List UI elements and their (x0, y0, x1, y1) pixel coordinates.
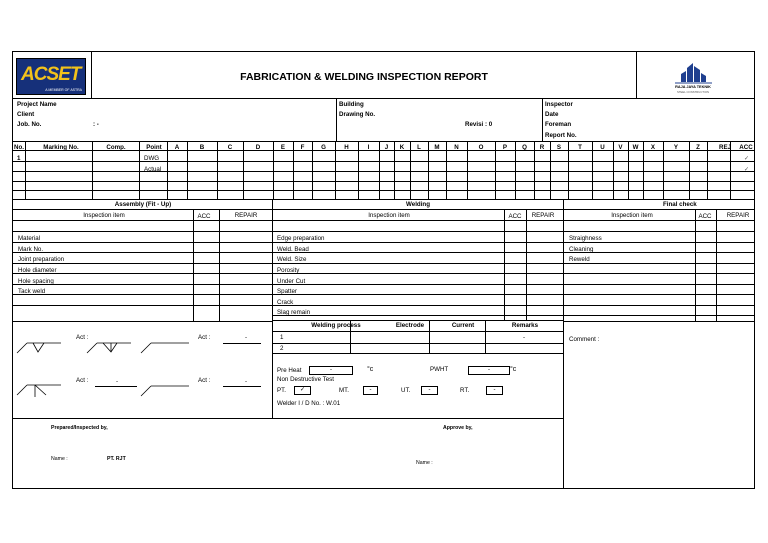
weld-symbol-icon (87, 341, 132, 355)
point-letter-s: S (556, 144, 562, 151)
prepared-name-label: Name : (51, 456, 68, 462)
welding-item: Spatter (277, 288, 297, 295)
point-letter-g: G (321, 144, 326, 151)
point-letter-r: R (539, 144, 545, 151)
point-letter-l: L (417, 144, 421, 151)
assembly-item: Hole spacing (18, 278, 54, 285)
inspector-label: Inspector (545, 101, 573, 108)
electrode-header: Electrode (395, 322, 425, 329)
point-letter-z: Z (696, 144, 700, 151)
comment-label: Comment : (569, 336, 600, 343)
point-letter-o: O (478, 144, 484, 151)
acset-logo-text: ACSET (21, 64, 81, 85)
weld-symbol-icon (17, 341, 62, 355)
final-check-section-title: Final check (663, 201, 697, 208)
rjt-logo-text: RAJA JAYA TEKNIK (675, 85, 711, 89)
acset-logo-subtext: A MEMBER OF ASTRA (45, 88, 82, 92)
actual-label: Actual (144, 166, 162, 173)
pre-heat-unit: °c (367, 366, 374, 373)
actual-value-4: - (245, 378, 248, 385)
assembly-item: Tack weld (18, 288, 46, 295)
client-label: Client (17, 111, 35, 118)
prepared-by-label: Prepared/Inspected by, (51, 425, 108, 431)
ndt-label: Non Destructive Test (277, 376, 334, 383)
assembly-inspection-item-header: Inspection item (83, 212, 125, 219)
welding-item: Porosity (277, 267, 300, 274)
welding-repair-header: REPAIR (531, 212, 555, 219)
rt-value-box[interactable]: - (486, 386, 503, 395)
assembly-acc-header: ACC (197, 213, 211, 220)
point-letter-v: V (618, 144, 623, 151)
check-mark-icon: ✓ (744, 166, 750, 173)
dwg-label: DWG (144, 155, 160, 162)
weld-symbol-icon (141, 341, 191, 355)
assembly-item: Material (18, 235, 41, 242)
welding-process-row-number: 2 (280, 345, 284, 352)
point-letter-i: I (367, 144, 370, 151)
welder-id-label: Welder I / D No. : W.01 (277, 400, 341, 407)
welding-item: Slag remain (277, 309, 311, 316)
welding-item: Weld. Size (277, 256, 307, 263)
point-letter-f: F (300, 144, 305, 151)
point-letter-a: A (174, 144, 180, 151)
point-letter-h: H (344, 144, 349, 151)
current-header: Current (451, 322, 475, 329)
welding-section-title: Welding (406, 201, 430, 208)
job-no-value: : - (93, 121, 99, 128)
assembly-repair-header: REPAIR (234, 212, 258, 219)
drawing-no-label: Drawing No. (339, 111, 376, 118)
point-letter-c: C (227, 144, 233, 151)
point-letter-q: Q (522, 144, 527, 151)
actual-label-3: Act : (76, 377, 89, 384)
final-check-item: Reweld (569, 256, 590, 263)
final-acc-header: ACC (698, 213, 712, 220)
remarks-value: - (523, 334, 526, 341)
ut-value-box[interactable]: - (421, 386, 438, 395)
acset-logo (16, 58, 86, 95)
mt-label: MT. (339, 387, 349, 394)
pwht-value-box[interactable]: - (468, 366, 510, 375)
welding-process-header: Welding process (311, 322, 361, 329)
point-letter-e: E (280, 144, 286, 151)
assembly-section-title: Assembly (Fit - Up) (114, 201, 172, 208)
approve-by-label: Approve by, (443, 425, 473, 431)
project-name-label: Project Name (17, 101, 57, 108)
point-letter-u: U (600, 144, 605, 151)
point-letter-x: X (650, 144, 656, 151)
pt-label: PT. (277, 387, 286, 394)
pwht-label: PWHT (430, 366, 449, 373)
col-header-comp: Comp. (106, 144, 126, 151)
col-header-marking-no: Marking No. (43, 144, 79, 151)
point-letter-t: T (578, 144, 582, 151)
welding-acc-header: ACC (508, 213, 522, 220)
approve-name-label: Name : (416, 460, 433, 466)
building-label: Building (339, 101, 364, 108)
revisi-label: Revisi : 0 (465, 121, 493, 128)
point-letter-k: K (399, 144, 405, 151)
point-letter-j: J (384, 144, 389, 151)
fillet-weld-symbol-icon (17, 383, 62, 399)
actual-label-4: Act : (198, 377, 211, 384)
welding-item: Edge preparation (277, 235, 325, 242)
mt-value-box[interactable]: - (363, 386, 378, 395)
job-no-label: Job. No. (17, 121, 42, 128)
report-title: FABRICATION & WELDING INSPECTION REPORT (240, 71, 488, 83)
ut-label: UT. (401, 387, 411, 394)
point-letter-w: W (632, 144, 639, 151)
report-no-label: Report No. (545, 132, 577, 139)
final-inspection-item-header: Inspection item (611, 212, 653, 219)
actual-label-2: Act : (198, 334, 211, 341)
welding-item: Crack (277, 299, 294, 306)
rjt-logo-subtext: STEEL CONSTRUCTION (676, 90, 710, 94)
foreman-label: Foreman (545, 121, 572, 128)
welding-inspection-item-header: Inspection item (368, 212, 410, 219)
actual-label-1: Act : (76, 334, 89, 341)
building-logo-icon (673, 62, 713, 84)
assembly-item: Hole diameter (18, 267, 57, 274)
point-letter-m: M (434, 144, 440, 151)
assembly-item: Mark No. (18, 246, 44, 253)
date-label: Date (545, 111, 559, 118)
weld-symbol-icon (141, 384, 191, 398)
point-letter-d: D (255, 144, 261, 151)
col-header-point: Point (146, 144, 162, 151)
remarks-header: Remarks (511, 322, 539, 329)
final-repair-header: REPAIR (726, 212, 750, 219)
point-letter-y: Y (673, 144, 679, 151)
col-header-acc: ACC (739, 144, 753, 151)
pwht-unit: °c (510, 366, 517, 373)
prepared-name-value: PT. RJT (107, 456, 126, 462)
inspection-form (12, 51, 755, 489)
final-check-item: Straighness (569, 235, 602, 242)
point-letter-n: N (454, 144, 459, 151)
rt-label: RT. (460, 387, 470, 394)
assembly-item: Joint preparation (18, 256, 65, 263)
pre-heat-value-box[interactable]: - (309, 366, 353, 375)
row-1-number: 1 (17, 155, 21, 162)
point-letter-b: B (199, 144, 205, 151)
actual-value-3: - (116, 378, 119, 385)
welding-item: Weld. Bead (277, 246, 309, 253)
col-header-no: No. (14, 144, 24, 151)
actual-value-2: - (245, 334, 248, 341)
point-letter-p: P (502, 144, 508, 151)
col-header-rej: REJ (718, 144, 732, 151)
check-mark-icon: ✓ (744, 155, 750, 162)
pre-heat-label: Pre Heat (277, 367, 302, 374)
final-check-item: Cleaning (569, 246, 594, 253)
welding-item: Under Cut (277, 278, 306, 285)
welding-process-row-number: 1 (280, 334, 284, 341)
pt-checkbox[interactable]: ✓ (294, 386, 311, 395)
